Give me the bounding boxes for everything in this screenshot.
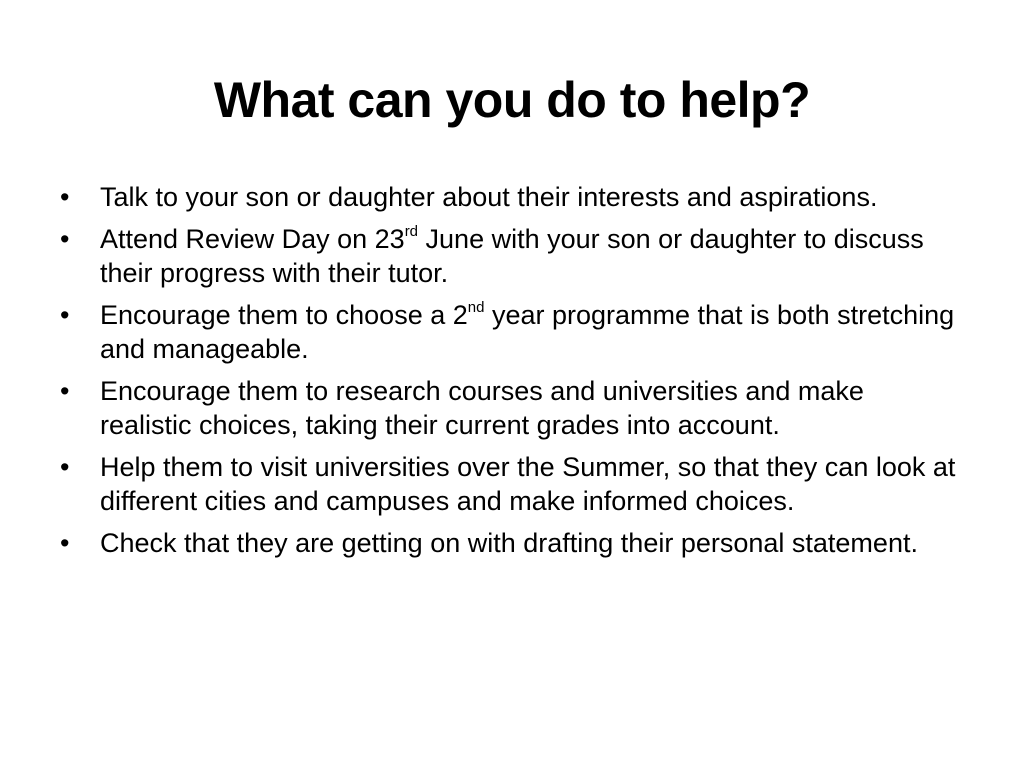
bullet-list (58, 180, 958, 567)
ordinal-suffix: nd (467, 298, 485, 316)
bullet-icon: • (60, 182, 70, 212)
item-text: June with your son or daughter to discuss their progress with their tutor. (100, 223, 924, 288)
item-text: year programme that is both stretching and manageable. (100, 299, 955, 364)
list-item (58, 222, 958, 291)
list-item (58, 180, 958, 215)
bullet-icon: • (60, 527, 70, 558)
item-text: Attend Review Day on 23 (100, 223, 405, 254)
bullet-icon: • (60, 375, 70, 406)
bullet-icon: • (60, 451, 70, 482)
bullet-icon: • (60, 223, 70, 254)
item-text: Check that they are getting on with drafting their personal statement. (100, 527, 918, 558)
item-text: Help them to visit universities over the Summer, so that they can look at different cities and campuses and make informed choices. (100, 451, 956, 516)
bullet-icon: • (60, 299, 70, 330)
item-text: Encourage them to research courses and universities and make realistic choices, taking their current grades into account. (100, 375, 864, 440)
item-text: Encourage them to choose a 2 (100, 299, 468, 330)
list-item (58, 298, 958, 367)
slide-title: What can you do to help? (213, 72, 811, 128)
list-item (58, 374, 958, 443)
item-text: Talk to your son or daughter about their interests and aspirations. (100, 182, 878, 212)
list-item (58, 450, 958, 519)
ordinal-suffix: rd (404, 222, 419, 240)
list-item (58, 526, 958, 561)
